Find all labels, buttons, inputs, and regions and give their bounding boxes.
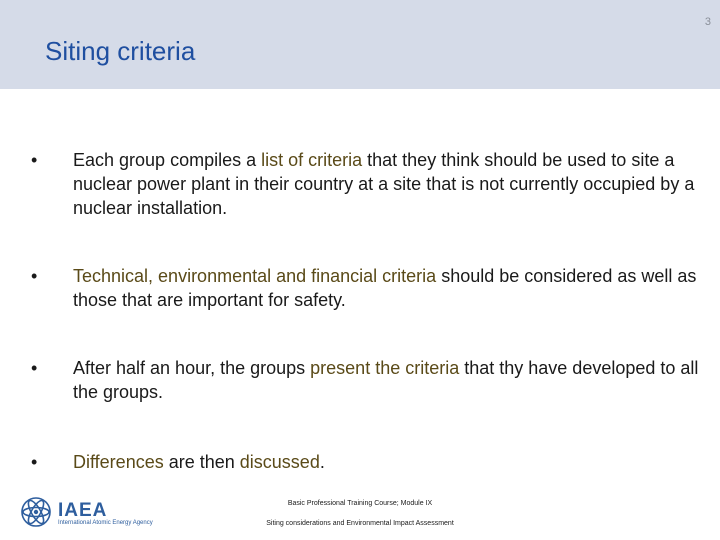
footer-topic: Siting considerations and Environmental Impact Assessment [266,520,454,527]
bullet-icon: • [31,452,38,472]
bullet-item [30,264,700,312]
highlight: Technical, environmental and financial criteria [73,266,437,286]
bullet-text: Differences are then discussed. [73,452,325,472]
bullet-icon: • [31,150,38,170]
highlight: Differences [73,452,164,472]
bullet-icon: • [31,266,38,286]
bullet-text: Technical, environmental and financial criteria should be considered as well as those that are important for safety. [73,266,697,310]
logo-name: IAEA [58,500,108,521]
footer-course: Basic Professional Training Course; Module IX [287,500,433,507]
highlight: list of criteria [261,150,363,170]
bullet-item [30,450,700,474]
highlight: present the criteria [310,358,460,378]
page-number: 3 [704,16,711,28]
logo-subtitle: International Atomic Energy Agency [58,520,153,526]
bullet-item [30,148,700,220]
bullet-icon: • [31,358,38,378]
slide-title: Siting criteria [45,36,196,66]
bullet-text: After half an hour, the groups present the criteria that thy have developed to all the groups. [73,358,699,402]
header-banner [0,0,720,89]
bullet-text: Each group compiles a list of criteria that they think should be used to site a nuclear power plant in their country at a site that is not currently occupied by a nuclear installation. [73,150,695,218]
highlight: discussed [239,452,320,472]
bullet-item [30,356,700,404]
